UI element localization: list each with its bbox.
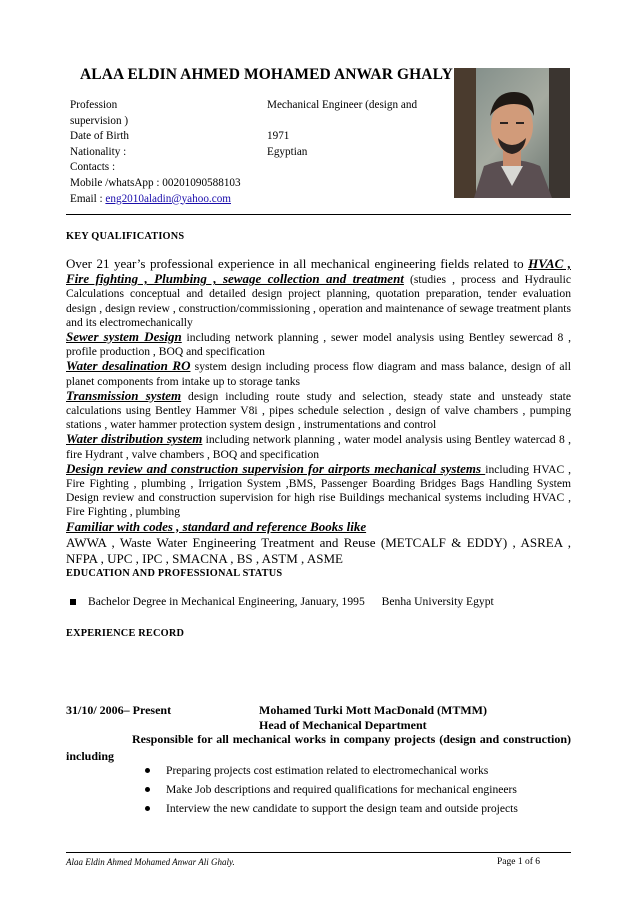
email-link[interactable]: eng2010aladin@yahoo.com — [105, 192, 231, 205]
responsibility-text: Responsible for all mechanical works in company projects (design and construction) including — [66, 732, 571, 763]
qual-head: Design review and construction supervision for airports mechanical systems — [66, 460, 486, 476]
nationality-value: Egyptian — [267, 145, 308, 158]
email-label: Email : — [70, 192, 106, 205]
qual-text: including network planning , water model analysis using Bentley watercad 8 , fire Hydrant , valve chambers , BOQ and specification — [66, 433, 571, 461]
intro-text: Over 21 year’s professional experience in all mechanical engineering fields related to — [66, 256, 529, 271]
bullet-icon — [145, 806, 150, 811]
profession-cont: supervision ) — [70, 114, 129, 127]
footer-divider — [66, 852, 571, 853]
experience-company: Mohamed Turki Mott MacDonald (MTMM) — [259, 703, 487, 717]
key-qualifications-title: KEY QUALIFICATIONS — [66, 231, 185, 242]
qual-head: Water desalination RO — [66, 358, 191, 374]
experience-position: Head of Mechanical Department — [259, 718, 427, 732]
education-title: EDUCATION AND PROFESSIONAL STATUS — [66, 568, 283, 579]
mobile-number: Mobile /whatsApp : 00201090588103 — [70, 176, 241, 189]
qual-head: Water distribution system — [66, 431, 203, 447]
intro-rest: (studies , process and Hydraulic Calculations conceptual and detailed design project planning, quotation preparation, tender evaluation design , design review , construction/commissioning , operation and maintenance of sewage treatment plants and its electromechanically — [66, 273, 571, 329]
qual-head: Familiar with codes , standard and reference Books like — [66, 518, 367, 534]
experience-title: EXPERIENCE RECORD — [66, 628, 185, 639]
page-number: Page 1 of 6 — [497, 857, 541, 867]
nationality-label: Nationality : — [70, 145, 127, 158]
intro-highlight: HVAC , Fire fighting , Plumbing , sewage collection and treatment — [66, 256, 571, 287]
codes-line: AWWA , Waste Water Engineering Treatment and Reuse (METCALF & EDDY) , ASREA , NFPA , UPC , IPC , SMACNA , BS , ASTM , ASME — [66, 534, 571, 566]
experience-bullets — [145, 761, 518, 818]
degree: Bachelor Degree in Mechanical Engineering, January, 1995 — [88, 595, 365, 608]
profile-photo — [454, 68, 570, 198]
contacts-label: Contacts : — [70, 161, 116, 174]
qual-head: Sewer system Design — [66, 329, 182, 345]
key-qualifications-body — [66, 257, 571, 567]
qual-text: including HVAC , Fire Fighting , plumbing , Irrigation System ,BMS, Passenger Boarding Bridges Bags Handling System Design review and construction supervision for high rise Buildings mechanical systems including HVAC , Fire Fighting , plumbing — [66, 462, 571, 519]
dob-value: 1971 — [267, 130, 290, 143]
cv-name: ALAA ELDIN AHMED MOHAMED ANWAR GHALY — [80, 66, 453, 83]
experience-header — [66, 703, 586, 732]
profession-label: Profession — [70, 99, 118, 111]
bullet-icon — [145, 768, 150, 773]
qual-text: system design including process flow diagram and mass balance, design of all planet components from intake up to storage tanks — [66, 360, 572, 388]
bullet-icon — [145, 787, 150, 792]
experience-period: 31/10/ 2006– Present — [66, 703, 172, 717]
list-item: Interview the new candidate to support the design team and outside projects — [145, 799, 518, 818]
university: Benha University Egypt — [381, 595, 494, 608]
header-divider — [66, 214, 571, 215]
qual-head: Transmission system — [66, 387, 182, 403]
experience-responsibility — [66, 731, 571, 765]
list-item: Preparing projects cost estimation related to electromechanical works — [145, 761, 518, 780]
dob-label: Date of Birth — [70, 130, 130, 143]
personal-info — [70, 98, 418, 207]
footer-text: Alaa Eldin Ahmed Mohamed Anwar Ali Ghaly. — [66, 857, 235, 867]
qual-text: including network planning , sewer model analysis using Bentley sewercad 8 , profile production , BOQ and specification — [66, 331, 571, 359]
education-entry — [88, 595, 494, 608]
profession-value: Mechanical Engineer (design and — [267, 99, 418, 111]
list-item: Make Job descriptions and required qualifications for mechanical engineers — [145, 780, 518, 799]
square-bullet-icon — [70, 599, 76, 605]
qual-text: design including route study and selection, steady state and unsteady state calculations using Bentley Hammer V8i , pipes schedule selection , design of valve chambers , pumping stations , water hammer protection system design , instrumentations and control — [66, 389, 571, 432]
